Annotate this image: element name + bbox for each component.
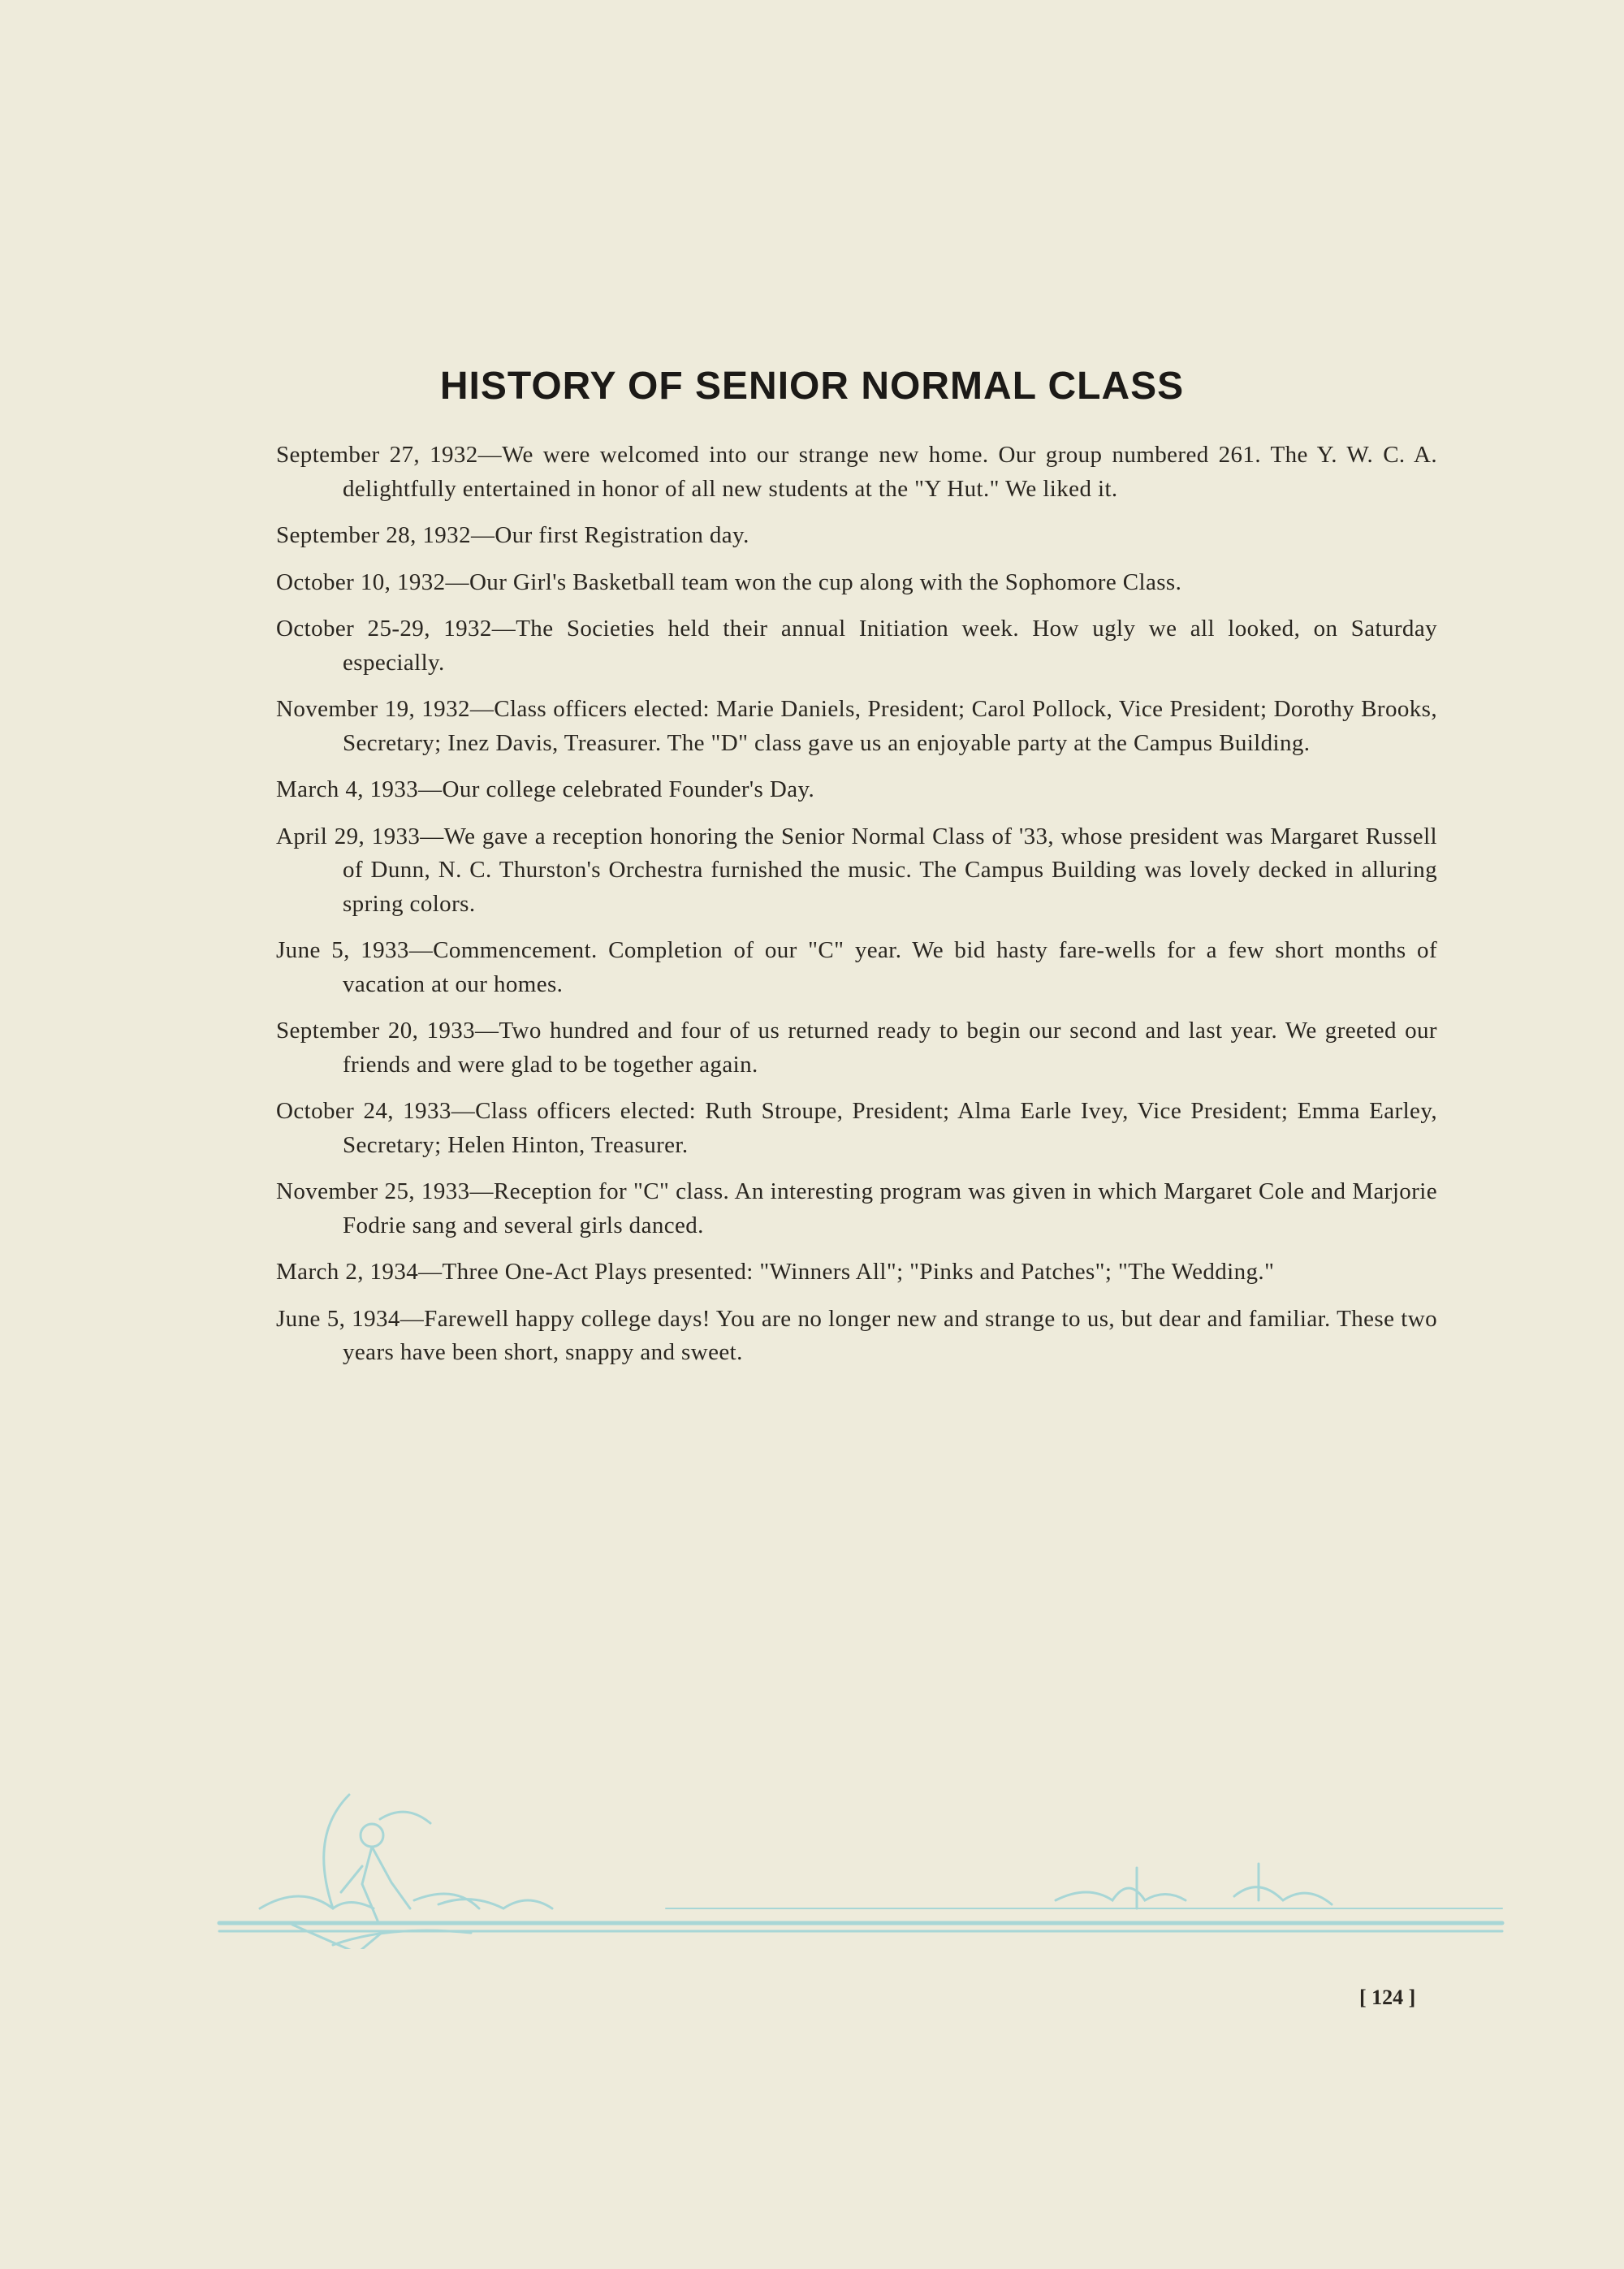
- history-entry: September 28, 1932—Our first Registration day.: [276, 522, 749, 548]
- history-entry: March 2, 1934—Three One-Act Plays presented: "Winners All"; "Pinks and Patches"; "The Wedding.": [276, 1259, 1275, 1285]
- history-entry: June 5, 1934—Farewell happy college days! You are no longer new and strange to us, but dear and familiar. These two years have been short, snappy and sweet.: [276, 1305, 1437, 1365]
- page-title: HISTORY OF SENIOR NORMAL CLASS: [439, 365, 1185, 408]
- history-entry: March 4, 1933—Our college celebrated Founder's Day.: [276, 776, 815, 802]
- history-entry: September 20, 1933—Two hundred and four of us returned ready to begin our second and last year. We greeted our friends and were glad to be together again.: [276, 1018, 1437, 1078]
- history-entry: October 24, 1933—Class officers elected: Ruth Stroupe, President; Alma Earle Ivey, Vice President; Emma Earley, Secretary; Helen Hinton, Treasurer.: [276, 1098, 1437, 1158]
- history-entry: September 27, 1932—We were welcomed into our strange new home. Our group numbered 261. The Y. W. C. A. delightfully entertained in honor of all new students at the "Y Hut." We liked it.: [276, 442, 1437, 502]
- history-entry: April 29, 1933—We gave a reception honoring the Senior Normal Class of '33, whose president was Margaret Russell of Dunn, N. C. Thurston's Orchestra furnished the music. The Campus Building was lovely decked in alluring spring colors.: [276, 823, 1437, 917]
- history-entry: October 10, 1932—Our Girl's Basketball team won the cup along with the Sophomore Class.: [276, 568, 1182, 595]
- history-entry: November 25, 1933—Reception for "C" class. An interesting program was given in which Margaret Cole and Marjorie Fodrie sang and several girls danced.: [276, 1178, 1437, 1238]
- history-entry: October 25-29, 1932—The Societies held their annual Initiation week. How ugly we all looked, on Saturday especially.: [276, 616, 1437, 676]
- history-entries: [276, 439, 1437, 1383]
- page-number: [ 124 ]: [1359, 1986, 1416, 2009]
- footer-ornament: [211, 1787, 1510, 1949]
- history-entry: June 5, 1933—Commencement. Completion of our "C" year. We bid hasty fare-wells for a few short months of vacation at our homes.: [276, 937, 1437, 997]
- history-entry: November 19, 1932—Class officers elected: Marie Daniels, President; Carol Pollock, Vice President; Dorothy Brooks, Secretary; Inez Davis, Treasurer. The "D" class gave us an enjoyable party at the Campus Building.: [276, 696, 1437, 756]
